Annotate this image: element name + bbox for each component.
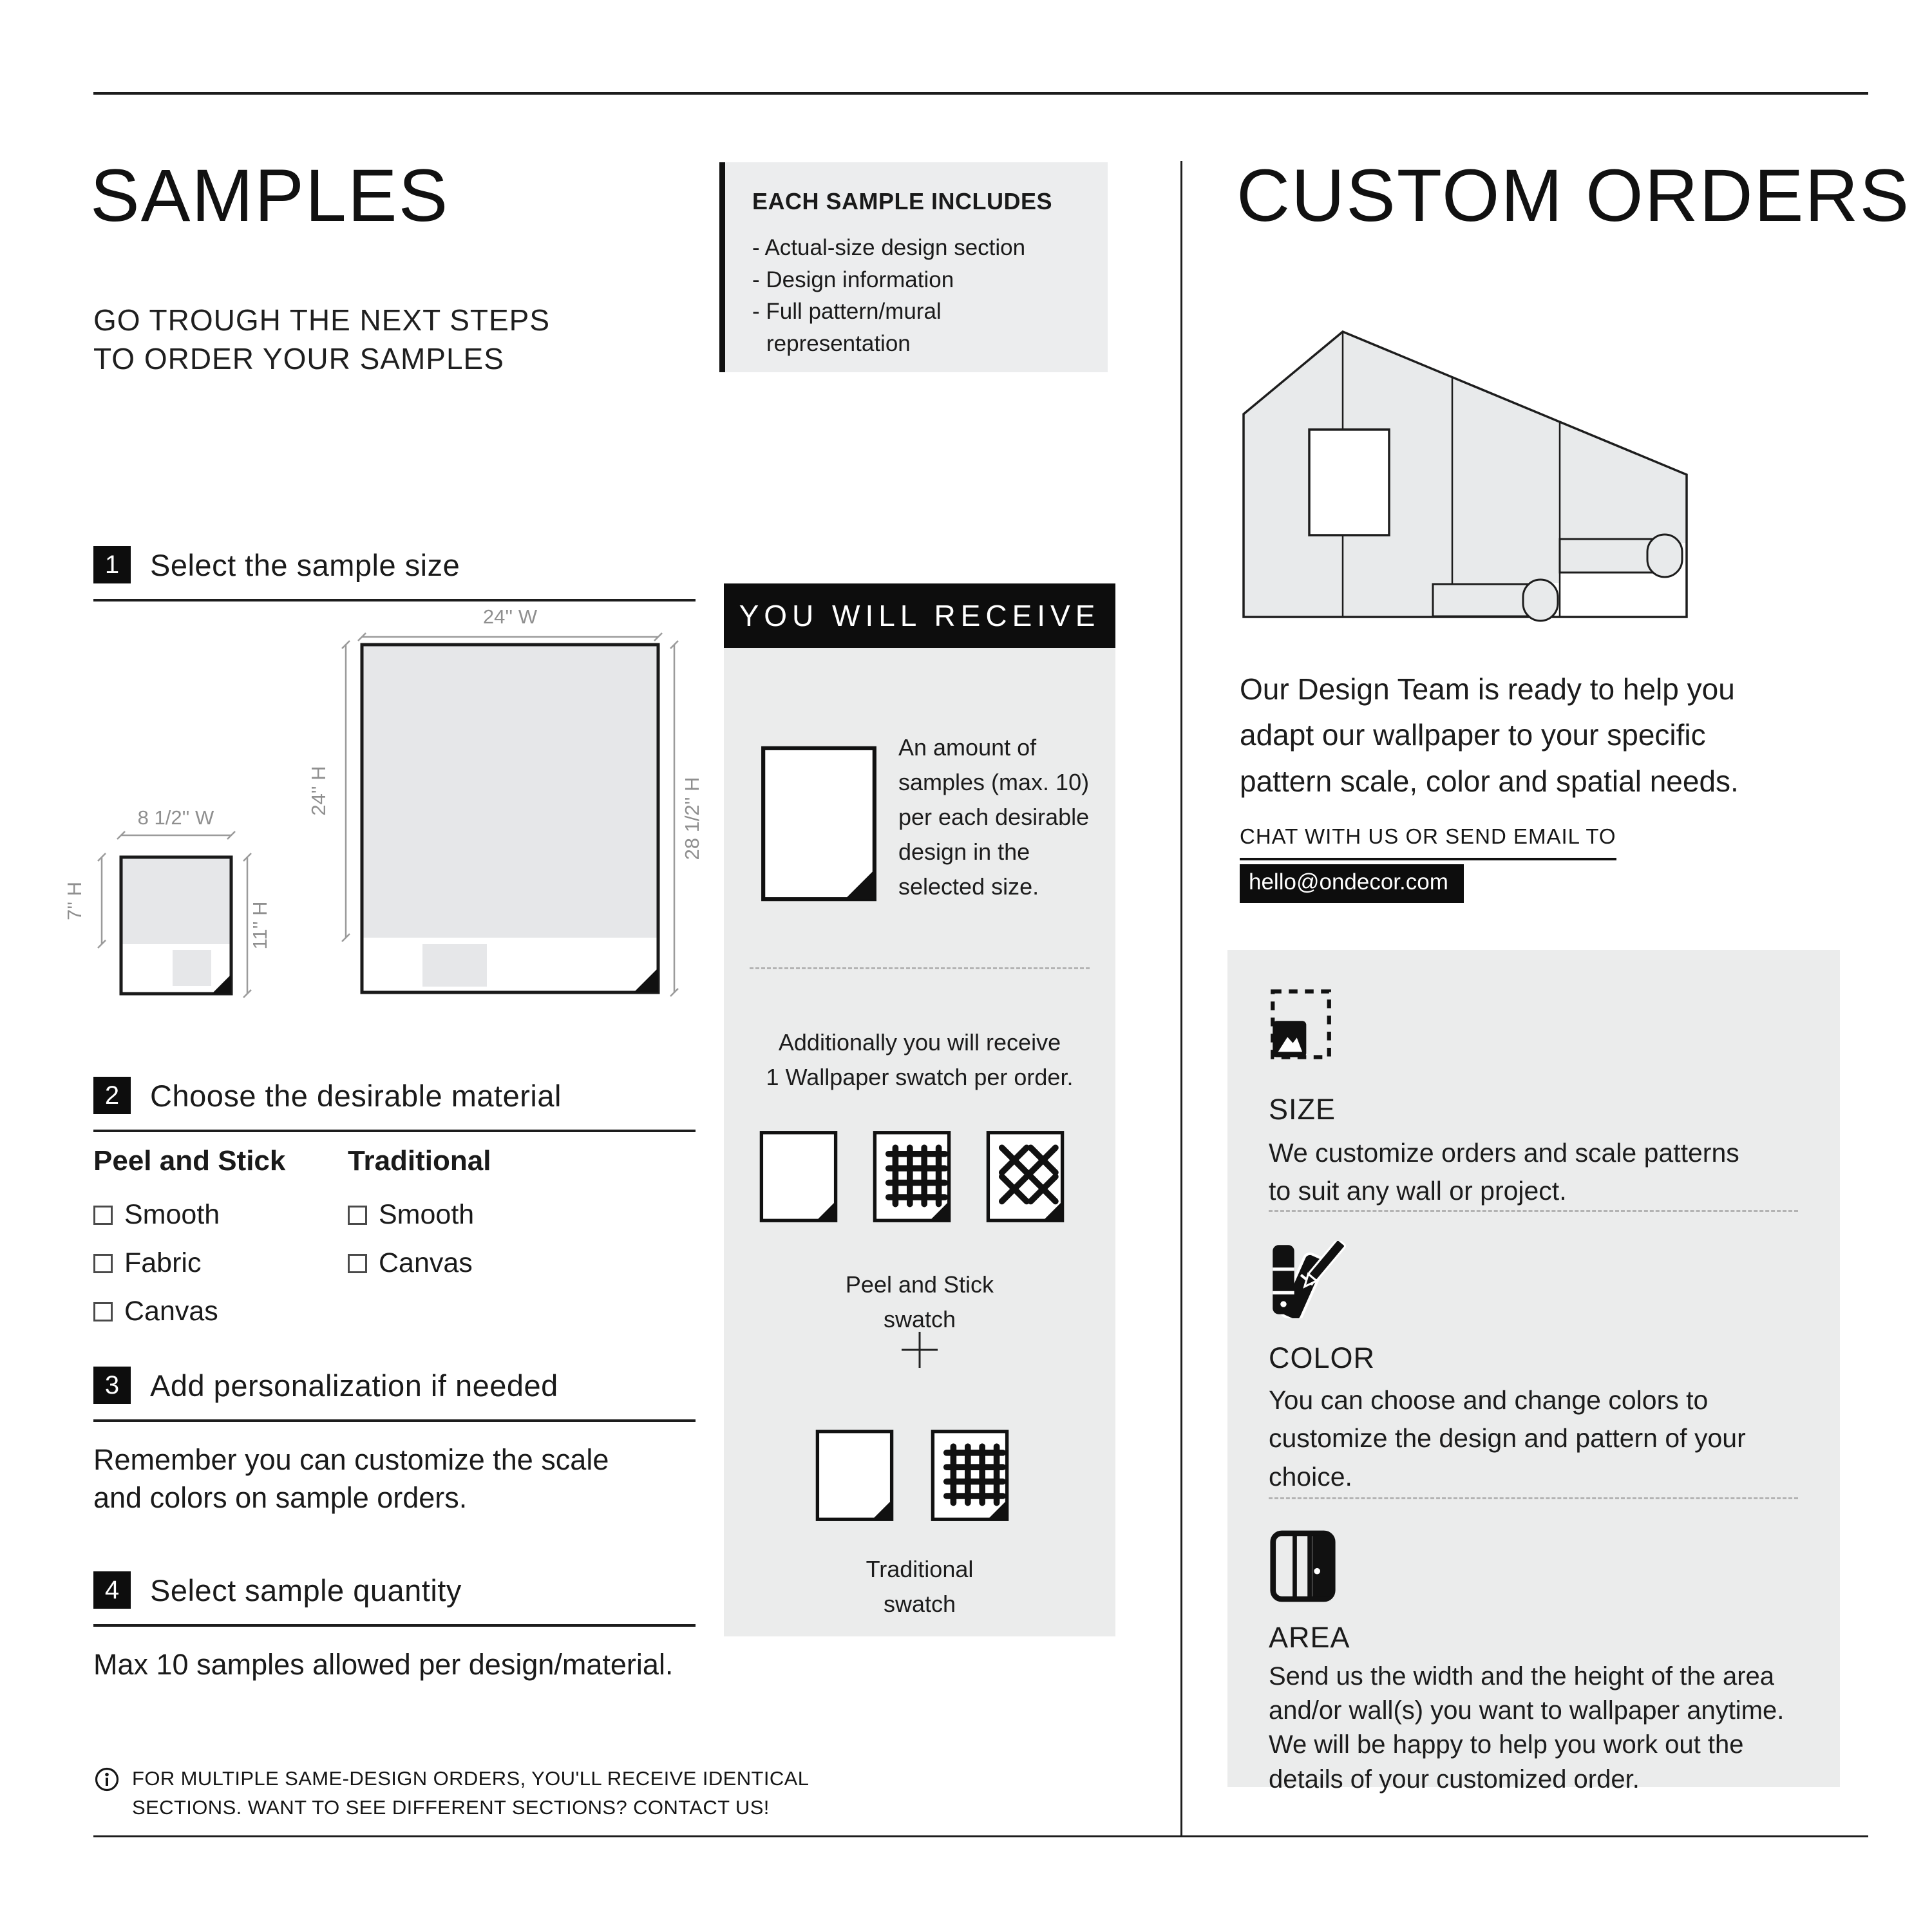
chat-label-wrap [1240,824,1616,860]
amount-text: An amount of samples (max. 10) per each desirable design in the selected size. [898,734,1090,900]
custom-intro: Our Design Team is ready to help you adapt our wallpaper to your specific pattern scale, color and spatial needs. [1240,672,1739,798]
feature-size-heading: SIZE [1269,1093,1336,1126]
checkbox-icon[interactable] [348,1206,367,1225]
checkbox-icon[interactable] [93,1206,113,1225]
area-wall-icon [1269,1528,1337,1604]
email-wrap [1240,864,1464,903]
plus-icon [899,1329,940,1370]
additional-text: Additionally you will receive 1 Wallpaper swatch per order. [766,1029,1074,1090]
includes-title: EACH SAMPLE INCLUDES [752,188,1053,214]
step-1-badge: 1 [93,546,131,583]
chat-label: CHAT WITH US OR SEND EMAIL TO [1240,824,1616,860]
step-4-badge: 4 [93,1571,131,1609]
dashed-divider [1269,1497,1798,1499]
color-swatches-icon [1269,1241,1346,1318]
large-outer-height-label: 28 1/2'' H [681,777,703,860]
traditional-swatch-label: Traditional swatch [866,1556,974,1617]
note-text: FOR MULTIPLE SAME-DESIGN ORDERS, YOU'LL RECEIVE IDENTICAL SECTIONS. WANT TO SEE DIFFERENT SECTIONS? CONTACT US! [132,1767,810,1819]
each-sample-includes-box [719,162,1108,372]
dashed-divider [1269,1210,1798,1212]
grid-swatch-icon [929,1427,1011,1524]
option-peel-canvas[interactable] [93,1296,338,1327]
receive-panel [724,648,1115,1636]
info-icon [93,1766,120,1793]
step-2-header [93,1077,696,1132]
step-3-badge: 3 [93,1367,131,1404]
option-peel-fabric[interactable] [93,1247,338,1279]
bottom-rule [93,1835,1868,1837]
custom-features-panel [1227,950,1840,1794]
small-sample-diagram [45,789,277,1008]
column-divider [1180,161,1182,1835]
peel-swatch-label: Peel and Stick swatch [845,1271,994,1332]
includes-item: - Design information [752,267,954,292]
option-label: Smooth [124,1199,220,1230]
checkbox-icon[interactable] [348,1254,367,1273]
large-width-label: 24'' W [482,605,538,628]
feature-size-text: We customize orders and scale patterns to suit any wall or project. [1269,1138,1739,1206]
traditional-title: Traditional [348,1145,491,1177]
option-traditional-smooth[interactable] [348,1199,592,1231]
step-3-header [93,1367,696,1422]
feature-area-heading: AREA [1269,1621,1350,1654]
same-design-note [93,1765,898,1823]
samples-intro: GO TROUGH THE NEXT STEPS TO ORDER YOUR SAMPLES [93,303,551,375]
option-label: Canvas [124,1296,218,1327]
peel-and-stick-title: Peel and Stick [93,1145,286,1177]
option-label: Fabric [124,1247,202,1278]
option-label: Smooth [379,1199,475,1230]
step-2-title: Choose the desirable material [150,1078,562,1113]
blank-swatch-icon [813,1427,896,1524]
option-traditional-canvas[interactable] [348,1247,592,1279]
material-peel-and-stick-column [93,1145,338,1327]
size-crop-icon [1269,987,1333,1061]
step-4-header [93,1571,696,1627]
step-2-badge: 2 [93,1077,131,1114]
samples-title: SAMPLES [90,155,450,237]
small-width-label: 8 1/2'' W [137,806,214,829]
checkbox-icon[interactable] [93,1302,113,1321]
large-sample-diagram [299,583,724,1002]
step-3-description: Remember you can customize the scale and colors on sample orders. [93,1443,609,1514]
small-inner-height-label: 7'' H [63,881,86,921]
large-inner-height-label: 24'' H [307,766,330,816]
crosshatch-swatch-icon [984,1128,1066,1225]
feature-color-heading: COLOR [1269,1341,1376,1374]
option-label: Canvas [379,1247,473,1278]
step-1-title: Select the sample size [150,547,460,582]
includes-item: - Full pattern/mural representation [752,299,942,357]
wallpaper-wall-illustration [1240,325,1690,625]
checkbox-icon[interactable] [93,1254,113,1273]
step-3-title: Add personalization if needed [150,1368,558,1403]
step-4-title: Select sample quantity [150,1573,462,1607]
blank-swatch-icon [757,1128,840,1225]
includes-item: - Actual-size design section [752,235,1026,260]
sample-page-icon [759,743,878,904]
small-outer-height-label: 11'' H [249,901,271,950]
dashed-divider [750,967,1090,969]
option-peel-smooth[interactable] [93,1199,338,1231]
feature-area-text: Send us the width and the height of the area and/or wall(s) you want to wallpaper anytime. We will be happy to help you work out the details of your customized order. [1269,1662,1785,1794]
top-rule [93,92,1868,95]
grid-swatch-icon [871,1128,953,1225]
step-4-description: Max 10 samples allowed per design/material. [93,1648,674,1681]
material-traditional-column [348,1145,592,1279]
feature-color-text: You can choose and change colors to customize the design and pattern of your choice. [1269,1385,1746,1492]
email-address[interactable]: hello@ondecor.com [1240,864,1464,903]
you-will-receive-banner: YOU WILL RECEIVE [724,583,1115,648]
custom-orders-title: CUSTOM ORDERS [1236,155,1911,237]
